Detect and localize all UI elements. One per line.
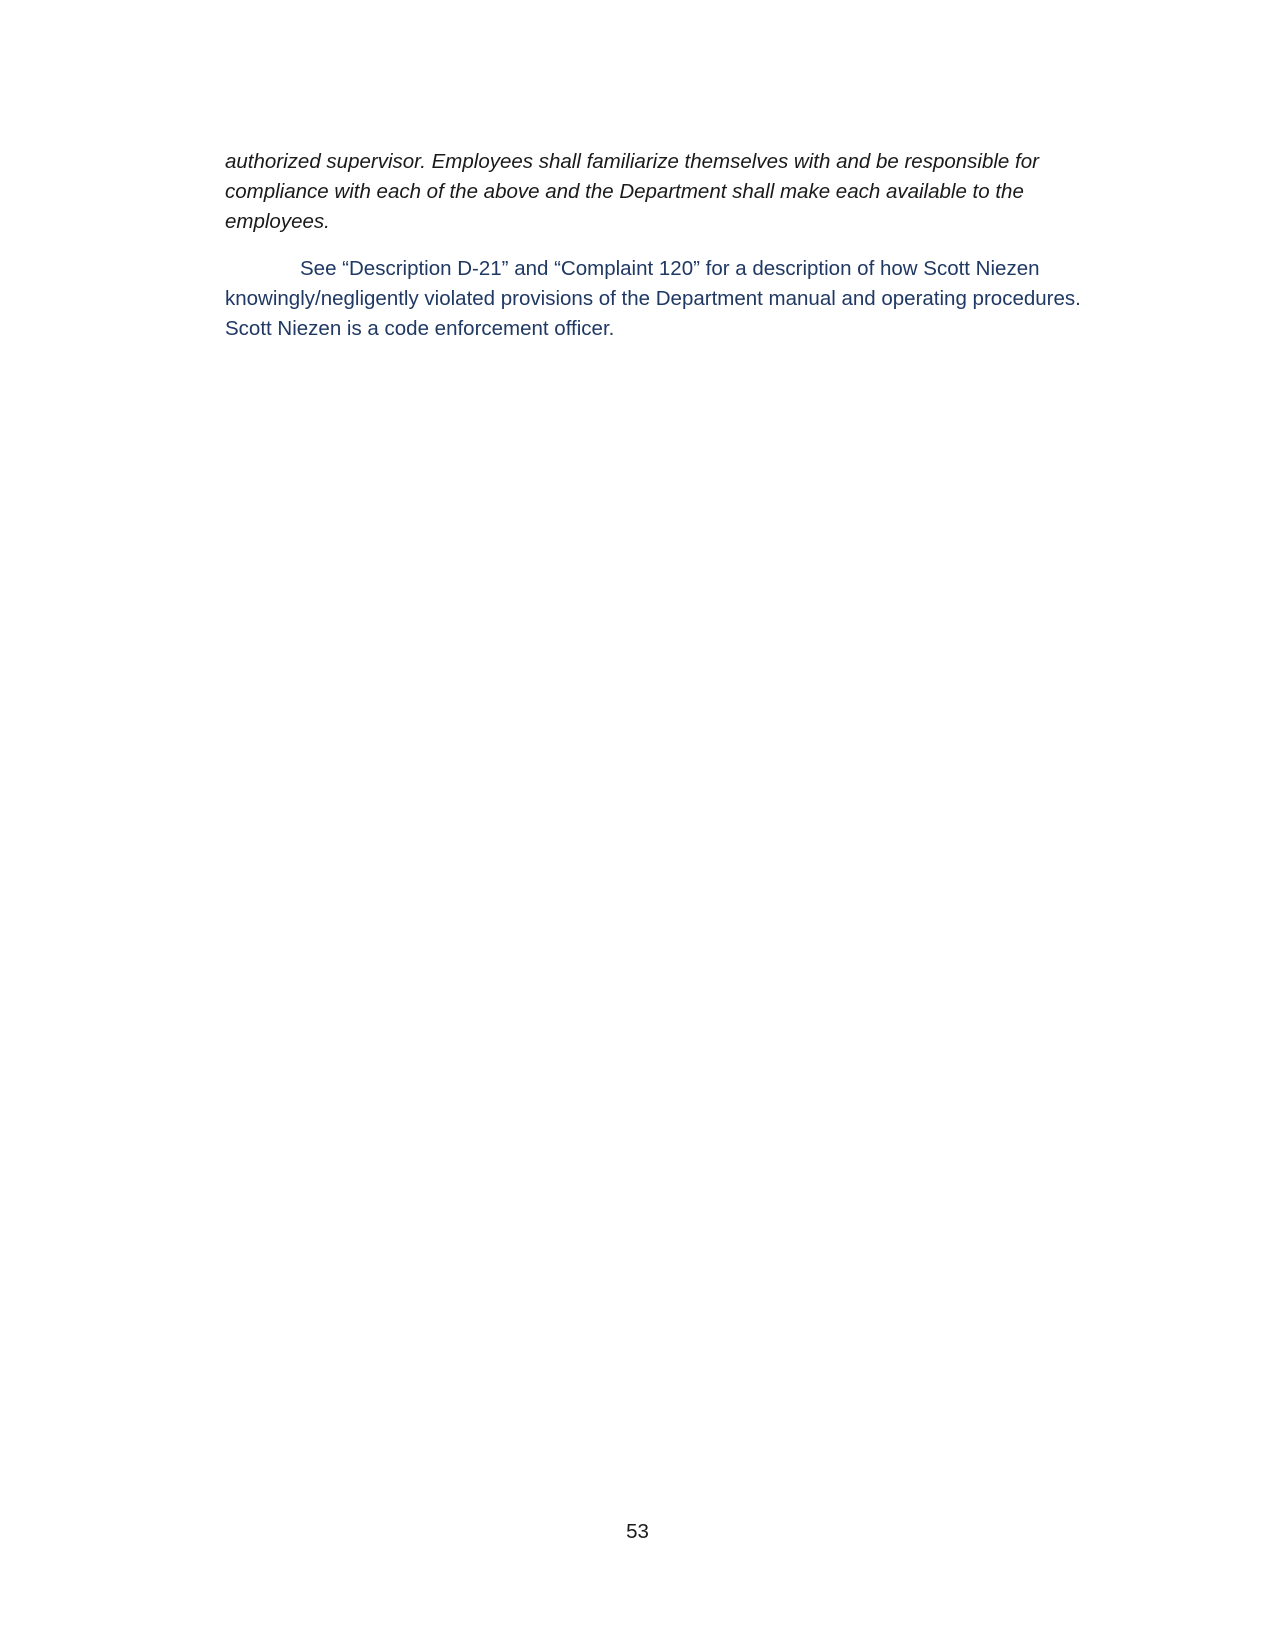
reference-paragraph: See “Description D-21” and “Complaint 120” for a description of how Scott Niezen knowingly/negligently violated provisions of the Department manual and operating procedures. Scott Niezen is a code enforcement officer.	[225, 257, 1081, 340]
page-number: 53	[626, 1520, 649, 1543]
quoted-policy-paragraph: authorized supervisor. Employees shall familiarize themselves with and be responsible for compliance with each of the above and the Department shall make each available to the employees.	[225, 150, 1039, 233]
page-body	[225, 147, 1125, 344]
